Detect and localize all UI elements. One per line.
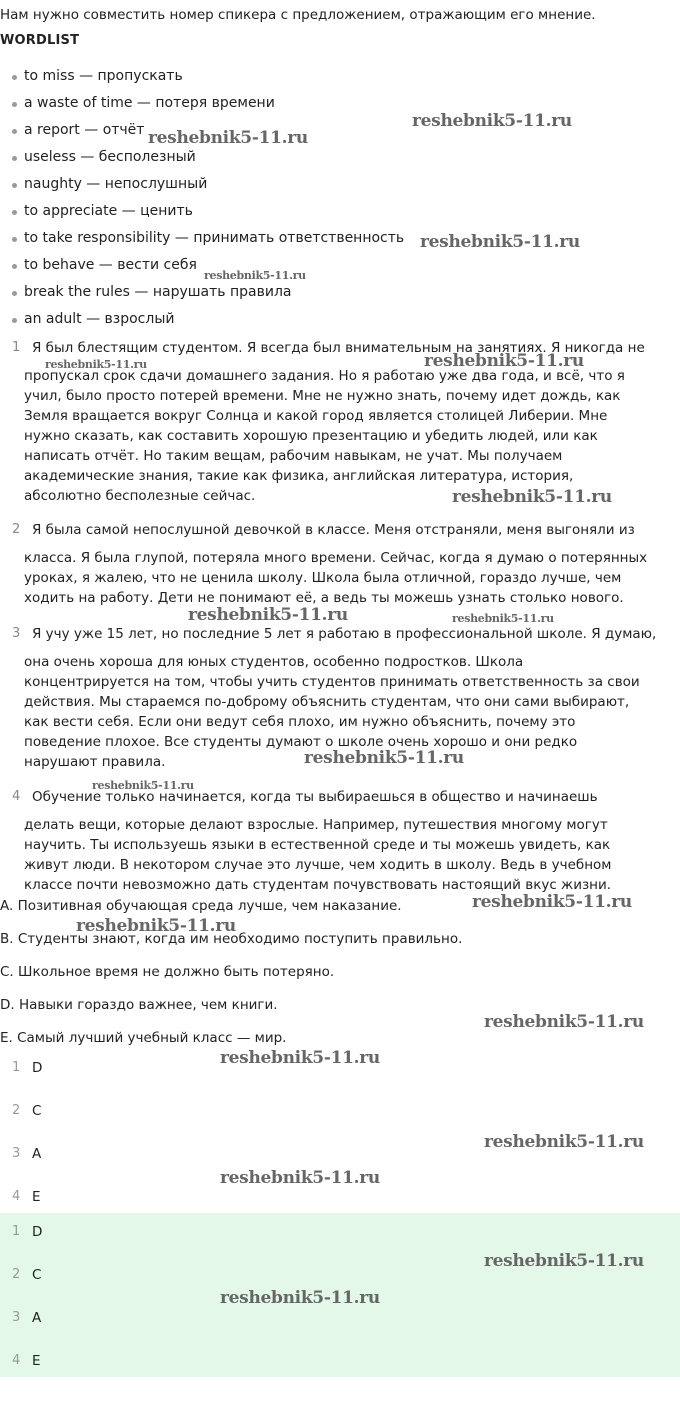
answer-number: 3 [12, 1310, 21, 1325]
answer-row [0, 1308, 680, 1348]
watermark: reshebnik5-11.ru [424, 351, 584, 371]
speaker-line: Земля вращается вокруг Солнца и какой город является столицей Либерии. Мне [24, 408, 608, 424]
statement-a: A. Позитивная обучающая среда лучше, чем наказание. [0, 898, 402, 914]
speaker-line: уроках, я жалею, что не ценила школу. Школа была отличной, гораздо лучше, чем [24, 570, 622, 586]
wordlist-item: break the rules — нарушать правила [0, 279, 680, 306]
speaker-line: учил, было просто потерей времени. Мне не нужно знать, почему идет дождь, как [24, 388, 621, 404]
watermark: reshebnik5-11.ru [188, 605, 348, 625]
speaker-number: 4 [12, 789, 21, 804]
speaker-first-line: Я был блестящим студентом. Я всегда был внимательным на занятиях. Я никогда не [32, 340, 645, 356]
wordlist-item: useless — бесполезный [0, 144, 680, 171]
speaker-line: концентрируется на том, чтобы учить студентов принимать ответственность за свои [24, 674, 640, 690]
task-instruction: Нам нужно совместить номер спикера с предложением, отражающим его мнение. [0, 7, 596, 23]
wordlist-item: a waste of time — потеря времени [0, 90, 680, 117]
answer-number: 2 [12, 1103, 21, 1118]
wordlist-item: to behave — вести себя [0, 252, 680, 279]
speaker-line: нарушают правила. [24, 754, 166, 770]
wordlist-item: to appreciate — ценить [0, 198, 680, 225]
speaker-line: действия. Мы стараемся по-доброму объяснить студентам, что они сами выбирают, [24, 694, 630, 710]
answer-number: 4 [12, 1189, 21, 1204]
wordlist-item: naughty — непослушный [0, 171, 680, 198]
watermark: reshebnik5-11.ru [220, 1048, 380, 1068]
answer-letter: D [32, 1060, 43, 1076]
answer-number: 3 [12, 1146, 21, 1161]
speaker-number: 2 [12, 522, 21, 537]
speaker-number: 3 [12, 626, 21, 641]
watermark: reshebnik5-11.ru [484, 1012, 644, 1032]
watermark: reshebnik5-11.ru [220, 1288, 380, 1308]
watermark: reshebnik5-11.ru [472, 892, 632, 912]
watermark: reshebnik5-11.ru [148, 128, 308, 148]
speaker-line: написать отчёт. Но таким вещам, рабочим навыкам, не учат. Мы получаем [24, 448, 563, 464]
answer-number: 1 [12, 1224, 21, 1239]
speaker-first-line: Обучение только начинается, когда ты выбираешься в общество и начинаешь [32, 789, 598, 805]
speaker-line: классе почти невозможно дать студентам почувствовать настоящий вкус жизни. [24, 877, 612, 893]
statement-c: C. Школьное время не должно быть потеряно. [0, 964, 335, 980]
watermark: reshebnik5-11.ru [452, 487, 612, 507]
answer-letter: A [32, 1146, 42, 1162]
speaker-line: делать вещи, которые делают взрослые. Например, путешествия многому могут [24, 817, 608, 833]
speaker-line: живут люди. В некотором случае это лучше, чем ходить в школу. Ведь в учебном [24, 857, 612, 873]
speaker-line: ходить на работу. Дети не понимают её, а ведь ты можешь узнать столько нового. [24, 590, 624, 606]
speaker-line: как вести себя. Если они ведут себя плохо, им нужно объяснить, почему это [24, 714, 576, 730]
answer-letter: E [32, 1189, 41, 1205]
watermark: reshebnik5-11.ru [420, 232, 580, 252]
wordlist-title: WORDLIST [0, 33, 80, 48]
speaker-first-line: Я учу уже 15 лет, но последние 5 лет я работаю в профессиональной школе. Я думаю, [32, 626, 657, 642]
speaker-line: абсолютно бесполезные сейчас. [24, 488, 256, 504]
answer-number: 1 [12, 1060, 21, 1075]
statement-b: B. Студенты знают, когда им необходимо поступить правильно. [0, 931, 463, 947]
speaker-line: нужно сказать, как составить хорошую презентацию и убедить людей, или как [24, 428, 598, 444]
watermark: reshebnik5-11.ru [412, 111, 572, 131]
wordlist-item: an adult — взрослый [0, 306, 680, 333]
speaker-first-line: Я была самой непослушной девочкой в классе. Меня отстраняли, меня выгоняли из [32, 522, 635, 538]
watermark: reshebnik5-11.ru [484, 1251, 644, 1271]
wordlist-item: to take responsibility — принимать ответственность [0, 225, 680, 252]
speaker-line: поведение плохое. Все студенты думают о школе очень хорошо и они редко [24, 734, 578, 750]
watermark: reshebnik5-11.ru [92, 779, 194, 792]
answer-letter: C [32, 1267, 42, 1283]
answer-row [0, 1351, 680, 1391]
watermark: reshebnik5-11.ru [220, 1168, 380, 1188]
watermark: reshebnik5-11.ru [452, 612, 554, 625]
answer-letter: E [32, 1353, 41, 1369]
speaker-line: класса. Я была глупой, потеряла много времени. Сейчас, когда я думаю о потерянных [24, 550, 648, 566]
speaker-line: пропускал срок сдачи домашнего задания. Но я работаю уже два года, и всё, что я [24, 368, 625, 384]
wordlist [0, 63, 680, 333]
speaker-line: научить. Ты используешь языки в естественной среде и ты можешь увидеть, как [24, 837, 611, 853]
answer-letter: D [32, 1224, 43, 1240]
answer-letter: A [32, 1310, 42, 1326]
statement-e: E. Самый лучший учебный класс — мир. [0, 1030, 287, 1046]
answer-number: 4 [12, 1353, 21, 1368]
speaker-line: она очень хороша для юных студентов, особенно подростков. Школа [24, 654, 524, 670]
statement-d: D. Навыки гораздо важнее, чем книги. [0, 997, 278, 1013]
answer-number: 2 [12, 1267, 21, 1282]
answer-letter: C [32, 1103, 42, 1119]
wordlist-item: to miss — пропускать [0, 63, 680, 90]
speaker-number: 1 [12, 340, 21, 355]
watermark: reshebnik5-11.ru [76, 916, 236, 936]
watermark: reshebnik5-11.ru [304, 748, 464, 768]
watermark: reshebnik5-11.ru [204, 269, 306, 282]
speaker-line: академические знания, такие как физика, английская литература, история, [24, 468, 574, 484]
watermark: reshebnik5-11.ru [484, 1132, 644, 1152]
watermark: reshebnik5-11.ru [45, 358, 147, 371]
wordlist-item: a report — отчёт [0, 117, 680, 144]
